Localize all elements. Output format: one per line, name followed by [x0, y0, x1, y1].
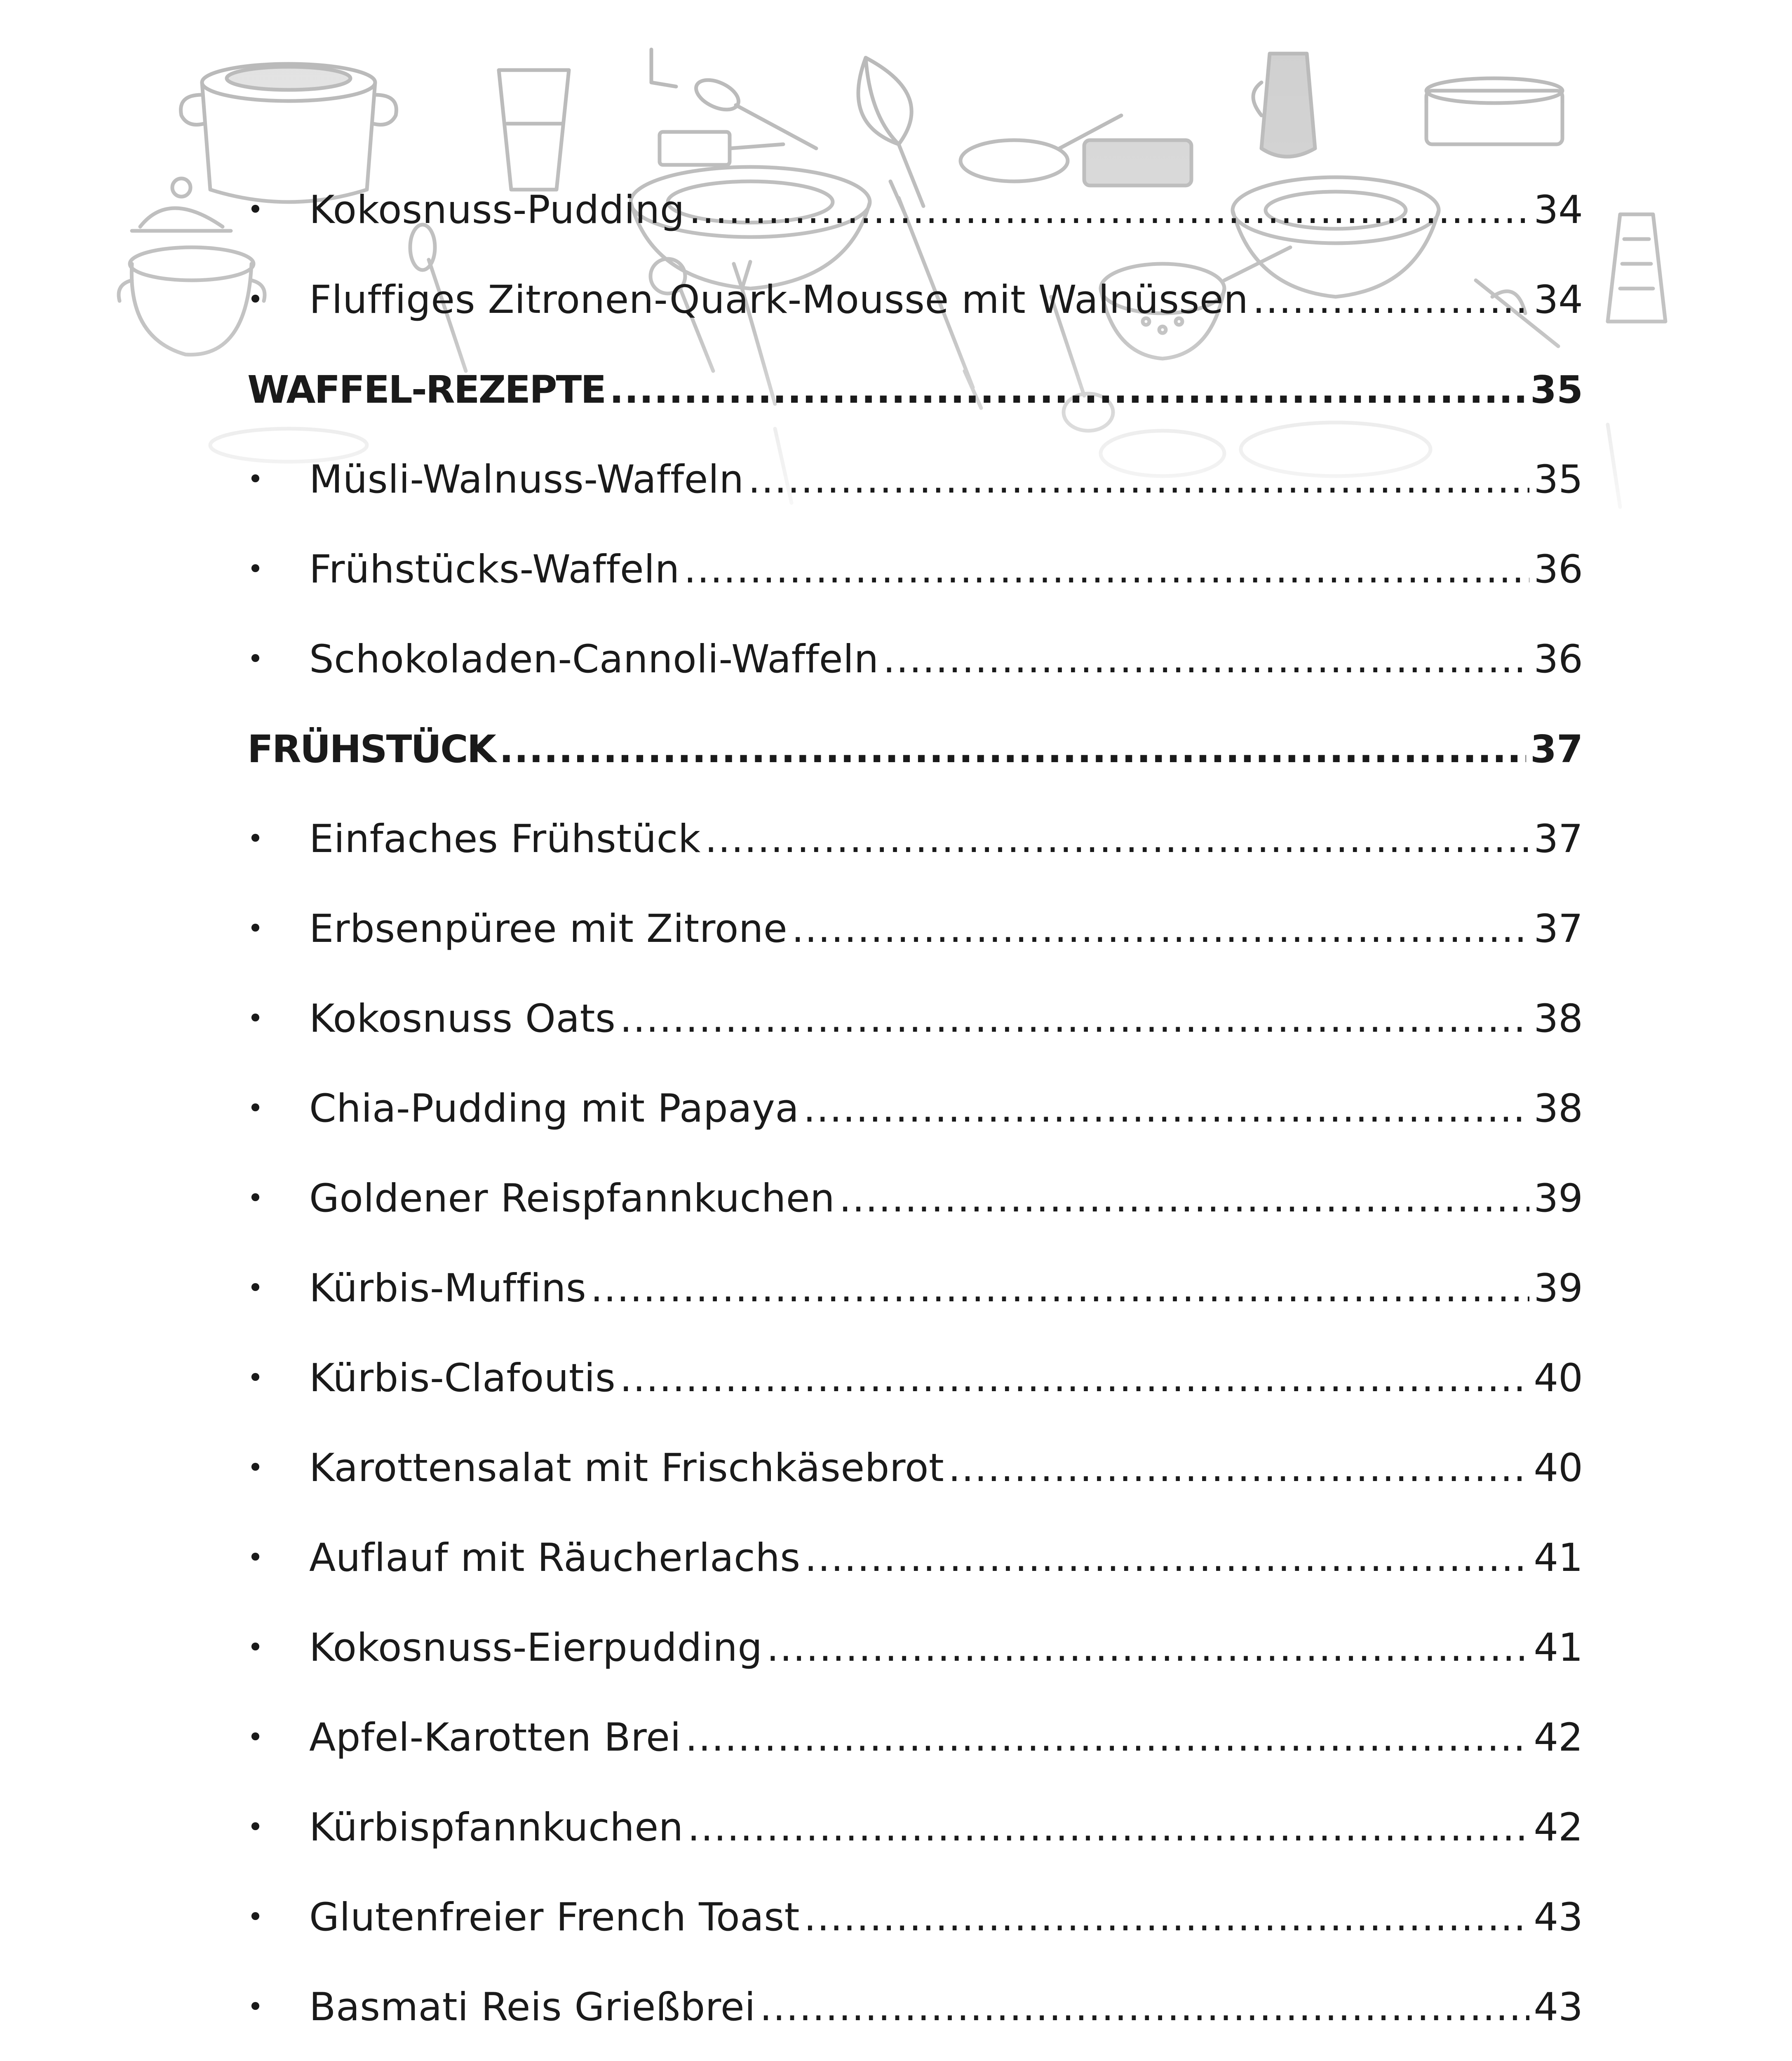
toc-entry[interactable] [247, 1603, 1583, 1692]
bullet-icon: • [247, 913, 263, 944]
dot-leader [804, 1895, 1529, 1940]
toc-title: Apfel-Karotten Brei [309, 1715, 681, 1760]
toc-title: Fluffiges Zitronen-Quark-Mousse mit Walnüssen [309, 277, 1249, 322]
toc-section-heading[interactable] [247, 345, 1583, 434]
toc-entry[interactable] [247, 1423, 1583, 1513]
toc-title: Einfaches Frühstück [309, 816, 701, 861]
toc-entry[interactable] [247, 974, 1583, 1063]
page-number: 34 [1534, 277, 1583, 322]
page-number: 43 [1534, 1984, 1583, 2030]
toc-title: Auflauf mit Räucherlachs [309, 1535, 801, 1580]
dot-leader [803, 1086, 1530, 1131]
toc-section-heading[interactable] [247, 704, 1583, 794]
page-number: 43 [1534, 1894, 1583, 1940]
toc-entry[interactable] [247, 165, 1583, 255]
bullet-icon: • [247, 1362, 263, 1394]
bullet-icon: • [247, 1002, 263, 1034]
dot-leader [620, 1356, 1529, 1401]
page-number: 41 [1534, 1535, 1583, 1580]
page-number: 35 [1534, 457, 1583, 502]
toc-entry[interactable] [247, 614, 1583, 704]
dot-leader [791, 906, 1529, 951]
toc-entry[interactable] [247, 1333, 1583, 1423]
toc-title: Erbsenpüree mit Zitrone [309, 906, 788, 951]
dot-leader [590, 1266, 1529, 1311]
bullet-icon: • [247, 823, 263, 854]
bullet-icon: • [247, 1542, 263, 1573]
dot-leader [748, 457, 1530, 502]
bullet-icon: • [247, 1991, 263, 2023]
toc-title: WAFFEL-REZEPTE [247, 367, 606, 412]
dot-leader [688, 1805, 1530, 1850]
toc-entry[interactable] [247, 1692, 1583, 1782]
bullet-icon: • [247, 1182, 263, 1214]
dot-leader [839, 1176, 1529, 1221]
toc-title: Kürbis-Clafoutis [309, 1355, 616, 1401]
toc-title: FRÜHSTÜCK [247, 727, 495, 771]
toc-title: Goldener Reispfannkuchen [309, 1176, 835, 1221]
toc-title: Chia-Pudding mit Papaya [309, 1086, 799, 1131]
page-number: 42 [1534, 1805, 1583, 1850]
dot-leader [705, 817, 1530, 861]
bullet-icon: • [247, 1452, 263, 1484]
dot-leader [805, 1535, 1530, 1580]
toc-title: Glutenfreier French Toast [309, 1894, 800, 1940]
page-number: 36 [1534, 636, 1583, 682]
page-number: 37 [1530, 727, 1583, 771]
bullet-icon: • [247, 1092, 263, 1124]
dot-leader [609, 368, 1526, 412]
toc-title: Müsli-Walnuss-Waffeln [309, 457, 744, 502]
toc-entry[interactable] [247, 255, 1583, 345]
bullet-icon: • [247, 194, 263, 225]
toc-title: Basmati Reis Grießbrei [309, 1984, 756, 2030]
table-of-contents [247, 165, 1583, 2061]
page-number: 34 [1534, 187, 1583, 232]
toc-title: Kokosnuss Oats [309, 996, 616, 1041]
page-number: 38 [1534, 996, 1583, 1041]
dot-leader [1252, 277, 1529, 322]
dot-leader [684, 547, 1529, 592]
page-number: 41 [1534, 1625, 1583, 1670]
dot-leader [883, 637, 1530, 682]
bullet-icon: • [247, 1901, 263, 1933]
toc-entry[interactable] [247, 1782, 1583, 1872]
bullet-icon: • [247, 1721, 263, 1753]
toc-title: Frühstücks-Waffeln [309, 547, 680, 592]
toc-entry[interactable] [247, 1153, 1583, 1243]
toc-title: Kokosnuss-Eierpudding [309, 1625, 763, 1670]
toc-entry[interactable] [247, 434, 1583, 524]
page-number: 40 [1534, 1355, 1583, 1401]
dot-leader [689, 188, 1530, 232]
toc-entry[interactable] [247, 1243, 1583, 1333]
toc-entry[interactable] [247, 1063, 1583, 1153]
dot-leader [760, 1985, 1530, 2030]
toc-entry[interactable] [247, 794, 1583, 884]
toc-entry[interactable] [247, 1513, 1583, 1603]
page-number: 35 [1530, 367, 1583, 412]
dot-leader [767, 1625, 1530, 1670]
bullet-icon: • [247, 463, 263, 495]
page-number: 40 [1534, 1445, 1583, 1491]
page-number: 36 [1534, 547, 1583, 592]
dot-leader [620, 996, 1529, 1041]
bullet-icon: • [247, 643, 263, 675]
toc-title: Schokoladen-Cannoli-Waffeln [309, 636, 879, 682]
toc-title: Karottensalat mit Frischkäsebrot [309, 1445, 944, 1491]
toc-title: Kürbis-Muffins [309, 1265, 587, 1311]
page-number: 37 [1534, 906, 1583, 951]
bullet-icon: • [247, 553, 263, 585]
dot-leader [499, 727, 1526, 771]
bullet-icon: • [247, 284, 263, 315]
bullet-icon: • [247, 1272, 263, 1304]
bullet-icon: • [247, 1631, 263, 1663]
toc-title: Kürbispfannkuchen [309, 1805, 683, 1850]
page-number: 42 [1534, 1715, 1583, 1760]
toc-entry[interactable] [247, 1962, 1583, 2052]
page-number: 39 [1534, 1176, 1583, 1221]
toc-title: Kokosnuss-Pudding [309, 187, 685, 232]
toc-entry[interactable] [247, 1872, 1583, 1962]
bullet-icon: • [247, 1811, 263, 1843]
dot-leader [948, 1446, 1529, 1491]
page-number: 37 [1534, 816, 1583, 861]
toc-entry[interactable] [247, 524, 1583, 614]
dot-leader [685, 1715, 1529, 1760]
page-number: 38 [1534, 1086, 1583, 1131]
toc-section-heading[interactable] [247, 2052, 1583, 2061]
toc-entry[interactable] [247, 884, 1583, 974]
page-number: 39 [1534, 1265, 1583, 1311]
